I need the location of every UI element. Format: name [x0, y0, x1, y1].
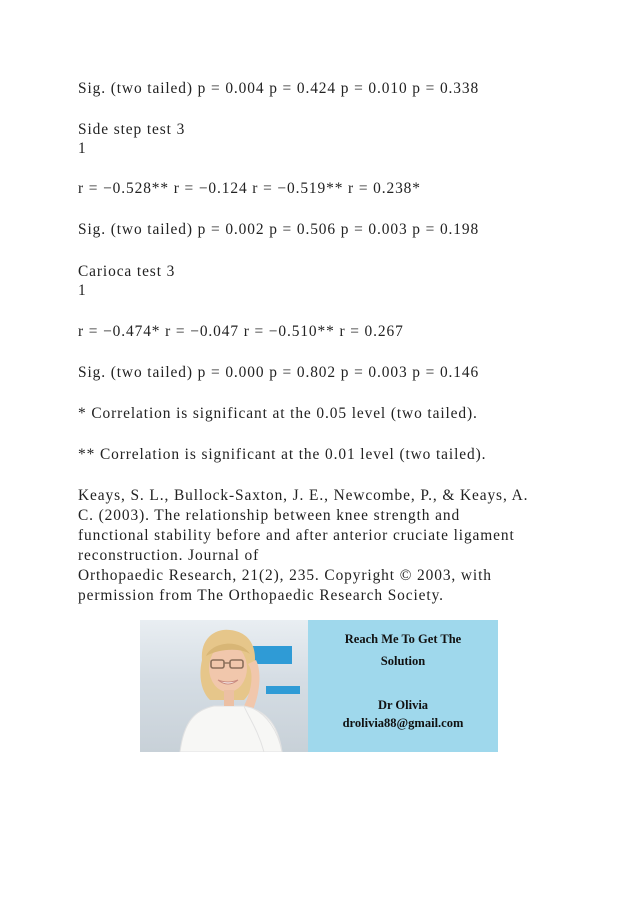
woman-illustration: [140, 620, 308, 752]
citation-line-2: C. (2003). The relationship between knee strength and: [78, 507, 461, 524]
carioca-number: 1: [78, 282, 87, 299]
citation-line-4: reconstruction. Journal of: [78, 547, 260, 564]
contact-banner[interactable]: [140, 620, 498, 752]
sig-row-2: Sig. (two tailed) p = 0.002 p = 0.506 p = 0.003 p = 0.198: [78, 221, 480, 238]
citation-line-3: functional stability before and after anterior cruciate ligament: [78, 527, 515, 544]
woman-photo: [140, 620, 308, 752]
ad-subline: Solution: [380, 654, 426, 668]
r-row-carioca: r = −0.474* r = −0.047 r = −0.510** r = 0.267: [78, 323, 404, 340]
ad-headline: Reach Me To Get The: [344, 632, 462, 646]
citation-line-1: Keays, S. L., Bullock-Saxton, J. E., Newcombe, P., & Keays, A.: [78, 487, 529, 504]
r-row-side-step: r = −0.528** r = −0.124 r = −0.519** r = 0.238*: [78, 180, 421, 197]
footnote-single: * Correlation is significant at the 0.05 level (two tailed).: [78, 405, 478, 422]
side-step-number: 1: [78, 140, 87, 157]
citation-line-6: permission from The Orthopaedic Research Society.: [78, 587, 444, 604]
sig-row-3: Sig. (two tailed) p = 0.000 p = 0.802 p = 0.003 p = 0.146: [78, 364, 480, 381]
citation-line-5: Orthopaedic Research, 21(2), 235. Copyright © 2003, with: [78, 567, 492, 584]
footnote-double: ** Correlation is significant at the 0.01 level (two tailed).: [78, 446, 487, 463]
contact-email[interactable]: drolivia88@gmail.com: [342, 716, 464, 730]
contact-name: Dr Olivia: [377, 698, 429, 712]
carioca-heading: Carioca test 3: [78, 263, 176, 280]
side-step-heading: Side step test 3: [78, 121, 186, 138]
sig-row-1: Sig. (two tailed) p = 0.004 p = 0.424 p = 0.010 p = 0.338: [78, 80, 480, 97]
contact-panel: [308, 620, 498, 752]
